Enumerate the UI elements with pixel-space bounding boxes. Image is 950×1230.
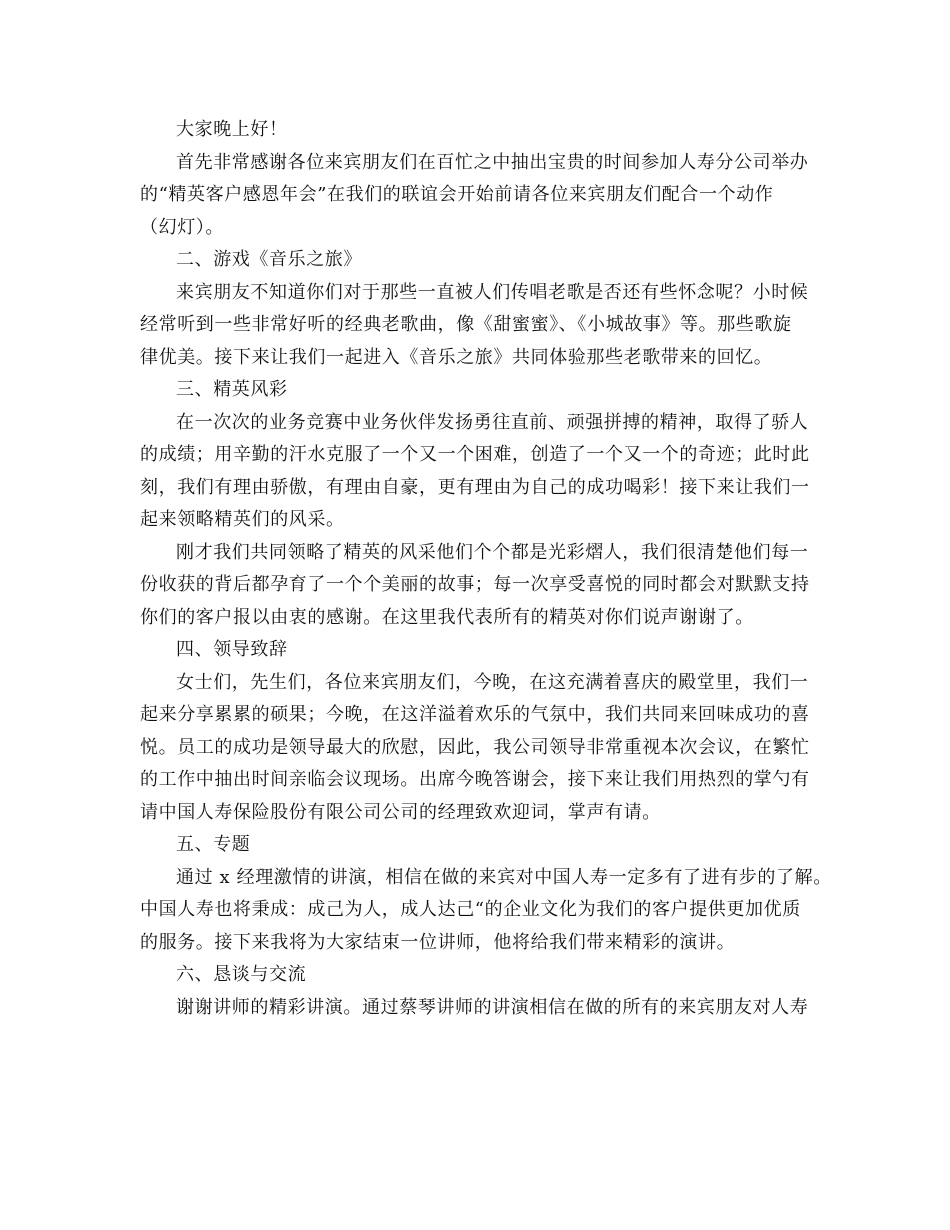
text-line: （幻灯）。 [140, 216, 224, 238]
text-line: 刚才我们共同领略了精英的风采他们个个都是光彩熠人，我们很清楚他们每一 [176, 541, 809, 563]
text-line: 在一次次的业务竞赛中业务伙伴发扬勇往直前、顽强拼搏的精神，取得了骄人 [176, 411, 809, 433]
text-line: 律优美。接下来让我们一起进入《音乐之旅》共同体验那些老歌带来的回忆。 [140, 346, 773, 368]
text-line: 悦。员工的成功是领导最大的欣慰，因此，我公司领导非常重视本次会议，在繁忙 [140, 736, 810, 758]
text-line: 五、专题 [176, 834, 251, 855]
text-line: 谢谢讲师的精彩讲演。通过蔡琴讲师的讲演相信在做的所有的来宾朋友对人寿 [176, 996, 809, 1018]
text-line: 通过 x 经理激情的讲演，相信在做的来宾对中国人寿一定多有了进有步的了解。 [176, 866, 832, 888]
text-line: 的“精英客户感恩年会”在我们的联谊会开始前请各位来宾朋友们配合一个动作 [140, 184, 774, 205]
text-line: 起来分享累累的硕果；今晚，在这洋溢着欢乐的气氛中，我们共同来回味成功的喜 [140, 704, 810, 725]
text-line: 你们的客户报以由衷的感谢。在这里我代表所有的精英对你们说声谢谢了。 [140, 606, 754, 628]
text-line: 的成绩；用辛勤的汗水克服了一个又一个困难，创造了一个又一个的奇迹；此时此 [140, 444, 810, 465]
text-line: 二、游戏《音乐之旅》 [176, 249, 362, 270]
text-line: 的服务。接下来我将为大家结束一位讲师，他将给我们带来精彩的演讲。 [140, 931, 736, 953]
text-line: 六、恳谈与交流 [176, 964, 307, 985]
text-line: 四、领导致辞 [176, 639, 288, 660]
text-line: 三、精英风彩 [176, 379, 288, 400]
text-line: 来宾朋友不知道你们对于那些一直被人们传唱老歌是否还有些怀念呢？小时候 [176, 281, 809, 303]
document-body [140, 114, 832, 1024]
text-line: 大家晚上好！ [176, 119, 288, 140]
text-line: 女士们，先生们，各位来宾朋友们，今晚，在这充满着喜庆的殿堂里，我们一 [176, 671, 809, 693]
text-line: 起来领略精英们的风采。 [140, 509, 345, 530]
text-line: 中国人寿也将秉成：成己为人，成人达己“的企业文化为我们的客户提供更加优质 [140, 899, 801, 920]
text-line: 的工作中抽出时间亲临会议现场。出席今晚答谢会，接下来让我们用热烈的掌勺有 [140, 769, 810, 790]
text-line: 请中国人寿保险股份有限公司公司的经理致欢迎词，掌声有请。 [140, 801, 661, 823]
text-line: 经常听到一些非常好听的经典老歌曲，像《甜蜜蜜》、《小城故事》等。那些歌旋 [140, 314, 792, 335]
text-line: 刻，我们有理由骄傲，有理由自豪，更有理由为自己的成功喝彩！接下来让我们一 [140, 476, 810, 498]
text-line: 份收获的背后都孕育了一个个美丽的故事；每一次享受喜悦的同时都会对默默支持 [140, 574, 810, 595]
text-line: 首先非常感谢各位来宾朋友们在百忙之中抽出宝贵的时间参加人寿分公司举办 [176, 151, 809, 173]
